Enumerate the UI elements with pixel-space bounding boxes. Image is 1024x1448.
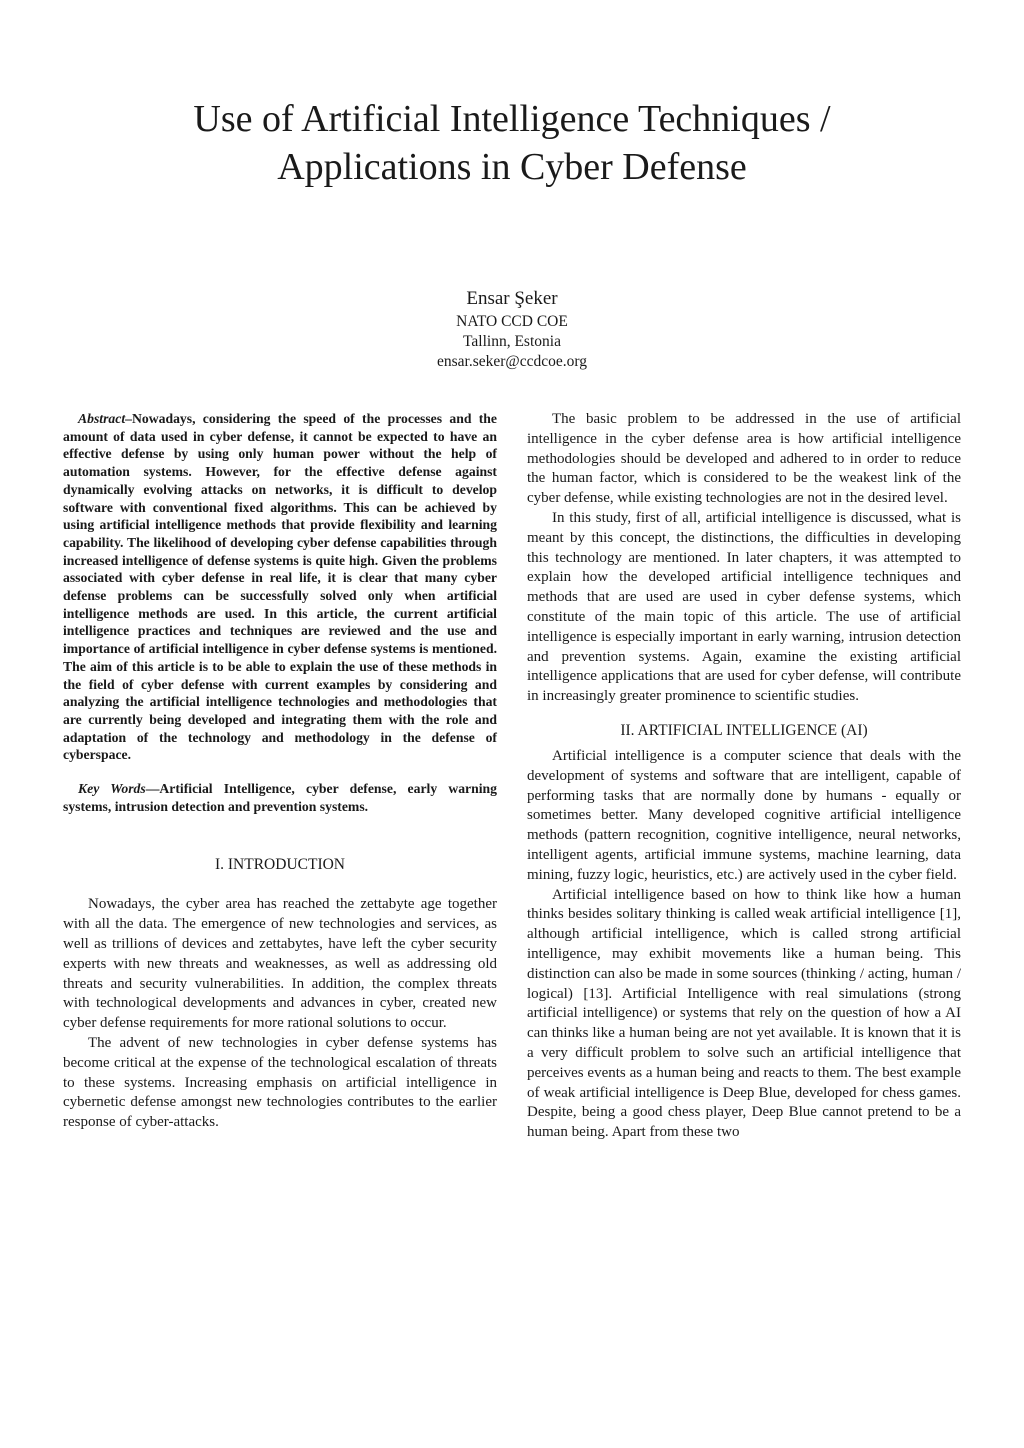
keywords-label: Key Words — [78, 781, 146, 797]
paper-title — [0, 95, 1024, 191]
section2-paragraph-1: Artificial intelligence is a computer science that deals with the development of systems and software that are intelligent, capable of performing tasks that are normally done by humans - equally or sometimes better. Many developed cognitive artificial intelligence methods (pattern recognition, cognitive intelligence, neural networks, intelligent agents, artificial immune systems, machine learning, data mining, fuzzy logic, heuristics, etc.) are actively used in the cyber field. — [527, 747, 961, 883]
intro-paragraph-3: The basic problem to be addressed in the use of artificial intelligence in the cyber defense area is how artificial intelligence methodologies should be developed and adhered to in order to reduce the human factor, which is considered to be the weakest link of the cyber defense, while existing technologies are not in the desired level. — [527, 411, 961, 507]
abstract — [63, 410, 497, 764]
abstract-text: –Nowadays, considering the speed of the processes and the amount of data used in cyber defense, it cannot be expected to have an effective defense by using only human power without the help of automation systems. However, for the effective defense against dynamically evolving attacks on networks, it is difficult to develop software with conventional fixed algorithms. This can be achieved by using artificial intelligence methods that provide flexibility and learning capability. The likelihood of developing cyber defense capabilities through increased intelligence of defense systems is quite high. Given the problems associated with cyber defense in real life, it is clear that many cyber defense problems can be successfully solved only when artificial intelligence methods are used. In this article, the current artificial intelligence practices and techniques are reviewed and the use and importance of artificial intelligence in cyber defense systems is mentioned. The aim of this article is to be able to explain the use of these methods in the field of cyber defense with current examples by considering and analyzing the artificial intelligence technologies and methodologies that are currently being developed and integrating them with the role and adaptation of the technology and methodology in the defense of cyberspace. — [63, 411, 497, 763]
author-block — [0, 286, 1024, 372]
keywords-text: —Artificial Intelligence, cyber defense, early warning systems, intrusion detection and prevention systems. — [63, 781, 498, 814]
intro-paragraph-1: Nowadays, the cyber area has reached the zettabyte age together with all the data. The emergence of new technologies and services, as well as trillions of devices and zettabytes, have left the cyber security experts with new threats and weaknesses, as well as addressing old threats and security vulnerabilities. In addition, the complex threats with technological developments and advances in cyber, created new cyber defense requirements for more rational solutions to occur. — [63, 896, 497, 1032]
right-column — [527, 410, 961, 1143]
author-email: ensar.seker@ccdcoe.org — [437, 353, 587, 370]
author-location: Tallinn, Estonia — [463, 333, 561, 350]
section2-paragraph-2: Artificial intelligence based on how to think like how a human thinks besides solitary thinking is called weak artificial intelligence [1], although artificial intelligence, which is called strong artificial intelligence, may exhibit movements like a human being. This distinction can also be made in some sources (thinking / acting, human / logical) [13]. Artificial Intelligence with real simulations (strong artificial intelligence) or systems that rely on the question of how a AI can thinks like a human being are not yet available. It is known that it is a very difficult problem to solve such an artificial intelligence that perceives events as a human being and reacts to them. The best example of weak artificial intelligence is Deep Blue, developed for chess games. Despite, being a good chess player, Deep Blue cannot pretend to be a human being. Apart from these two — [527, 886, 961, 1141]
introduction-heading: I. INTRODUCTION — [214, 856, 345, 874]
title-line-1: Use of Artificial Intelligence Techniques / — [193, 98, 831, 140]
intro-paragraph-4: In this study, first of all, artificial intelligence is discussed, what is meant by this concept, the distinctions, the difficulties in developing this technology are mentioned. In later chapters, it was attempted to explain how the developed artificial intelligence techniques and methods that are used are used in cyber defense systems, which constitute of the main topic of this article. The use of artificial intelligence is especially important in early warning, intrusion detection and prevention systems. Again, examine the existing artificial intelligence applications that are used for cyber defense, will contribute in increasingly greater prominence to scientific studies. — [527, 509, 961, 705]
author-name: Ensar Şeker — [466, 288, 558, 309]
section2-heading: II. ARTIFICIAL INTELLIGENCE (AI) — [620, 721, 868, 739]
intro-paragraph-2: The advent of new technologies in cyber defense systems has become critical at the expense of the technological escalation of threats to these systems. Increasing emphasis on artificial intelligence in cybernetic defense amongst new technologies contributes to the earlier response of cyber-attacks. — [63, 1035, 497, 1131]
author-affiliation: NATO CCD COE — [456, 313, 568, 330]
title-line-2: Applications in Cyber Defense — [277, 146, 747, 188]
keywords — [63, 780, 497, 815]
abstract-label: Abstract — [78, 411, 126, 426]
left-column — [63, 410, 497, 1133]
